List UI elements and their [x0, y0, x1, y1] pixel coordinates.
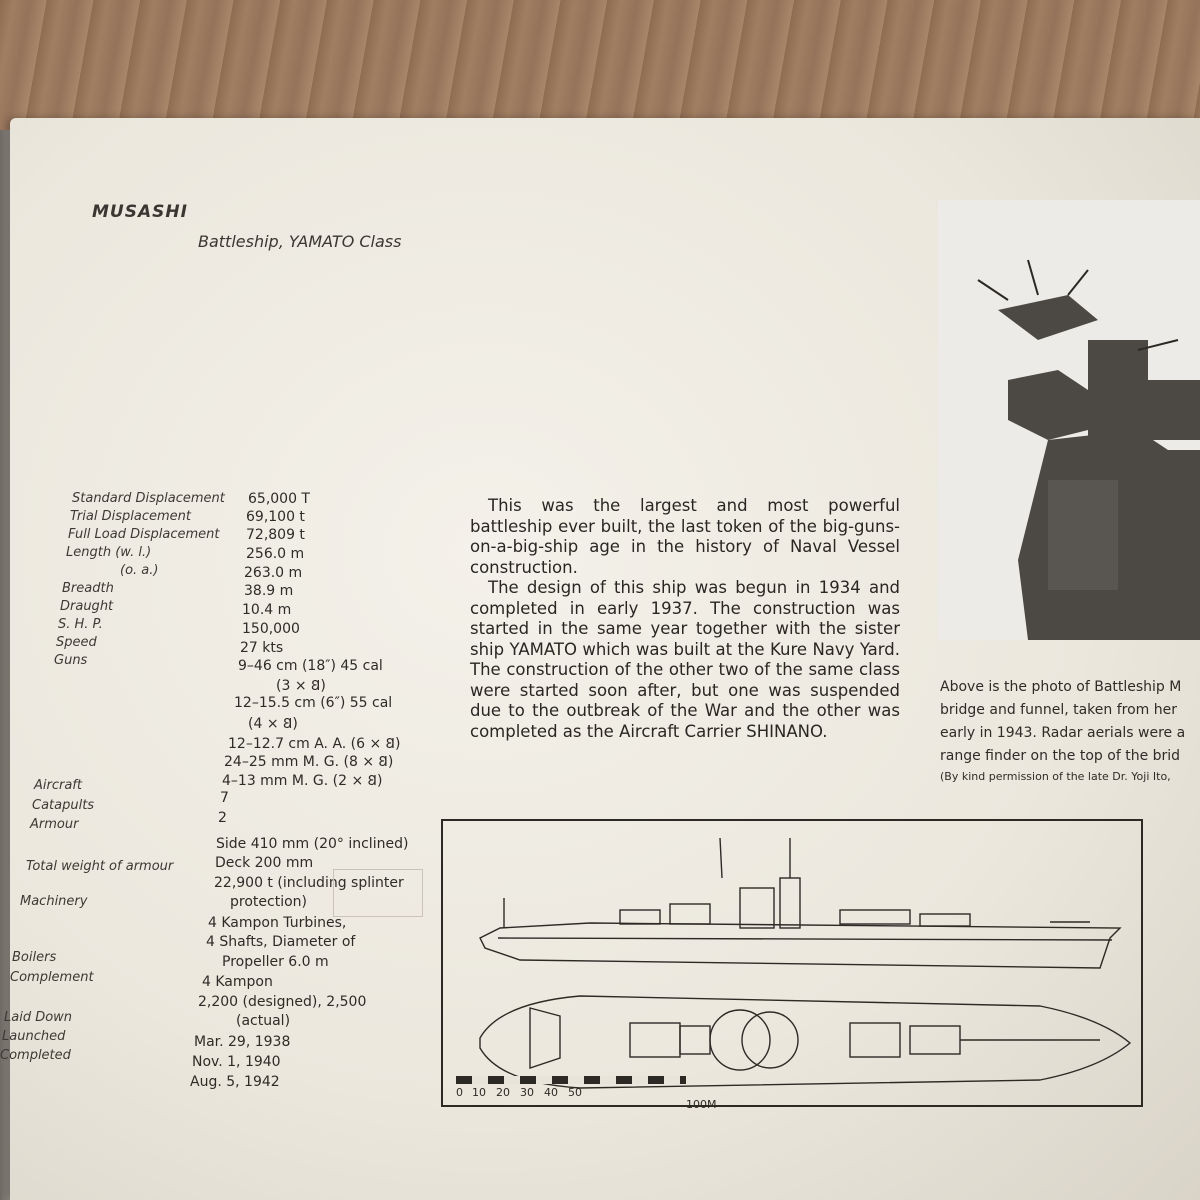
spec-value: 263.0 m — [244, 565, 303, 581]
side-elevation — [480, 838, 1120, 968]
spec-value: 2 — [218, 810, 227, 826]
spec-value: 69,100 t — [246, 509, 305, 525]
spec-label: Armour — [30, 817, 79, 832]
description-text — [470, 496, 900, 742]
spec-value: 22,900 t (including splinter — [214, 875, 404, 891]
spec-label: (o. a.) — [120, 563, 159, 578]
description-paragraph: The design of this ship was begun in 1934 and completed in early 1937. The construction was started in the same year together with the sister ship YAMATO which was built at the Kure Navy Yard. The construction of the other two of the same class were started soon after, but one was suspended due to the outbreak of the War and the other was completed as the Aircraft Carrier SHINANO. — [470, 578, 900, 741]
guns-detail: 4–13 mm M. G. (2 × 𐐒) — [222, 773, 383, 789]
spec-value: 9–46 cm (18″) 45 cal — [238, 658, 383, 674]
spec-label: Total weight of armour — [26, 859, 174, 874]
photo-illustration — [938, 200, 1200, 640]
guns-detail: 12–15.5 cm (6″) 55 cal — [234, 695, 393, 711]
description-paragraph: This was the largest and most powerful battleship ever built, the last token of the big-guns-on-a-big-ship age in the history of Naval Vessel construction. — [470, 496, 900, 577]
spec-label: S. H. P. — [58, 617, 103, 632]
spec-label: Completed — [0, 1048, 71, 1063]
spec-value: 150,000 — [242, 621, 300, 637]
photo-credit: (By kind permission of the late Dr. Yoji Ito, — [940, 770, 1171, 783]
scale-end-label: 100M — [686, 1098, 717, 1111]
spec-label: Machinery — [20, 894, 88, 909]
guns-detail: (4 × 𐐒) — [248, 716, 298, 732]
ship-class-subtitle: Battleship, YAMATO Class — [198, 232, 402, 251]
spec-value: Aug. 5, 1942 — [190, 1074, 280, 1090]
battleship-bridge-photo — [938, 200, 1200, 640]
scale-bar — [456, 1076, 756, 1112]
guns-detail: 12–12.7 cm A. A. (6 × 𐐒) — [228, 736, 401, 752]
spec-value: (actual) — [236, 1013, 291, 1029]
spec-value: 72,809 t — [246, 527, 305, 543]
spec-value: Deck 200 mm — [215, 855, 314, 871]
guns-detail: (3 × 𐐒) — [276, 678, 326, 694]
plan-view — [480, 996, 1130, 1088]
spec-label: Breadth — [62, 581, 114, 596]
spec-label: Laid Down — [4, 1010, 73, 1025]
scale-tick: 40 — [544, 1086, 558, 1099]
spec-value: 7 — [220, 790, 229, 806]
spec-value: 27 kts — [240, 640, 284, 656]
caption-line: early in 1943. Radar aerials were a — [940, 725, 1186, 741]
spec-value: 2,200 (designed), 2,500 — [198, 994, 367, 1010]
spec-label: Guns — [54, 653, 88, 668]
spec-value: 4 Kampon Turbines, — [208, 915, 347, 931]
spec-label: Trial Displacement — [70, 509, 191, 524]
spec-value: 65,000 T — [248, 491, 310, 507]
spec-value: Nov. 1, 1940 — [192, 1054, 281, 1070]
spec-label: Standard Displacement — [72, 491, 225, 506]
spec-label: Boilers — [12, 950, 57, 965]
scale-bar-graphic — [456, 1076, 686, 1084]
spec-value: 38.9 m — [244, 583, 294, 599]
spec-value: protection) — [230, 894, 307, 910]
book-page — [0, 118, 1200, 1200]
highlight-box — [333, 869, 423, 917]
spec-value: Propeller 6.0 m — [222, 954, 329, 970]
scale-tick: 50 — [568, 1086, 582, 1099]
spec-value: Side 410 mm (20° inclined) — [216, 836, 409, 852]
spec-label: Catapults — [32, 798, 95, 813]
scale-tick: 20 — [496, 1086, 510, 1099]
spec-label: Full Load Displacement — [68, 527, 220, 542]
spec-value: 256.0 m — [246, 546, 305, 562]
caption-line: Above is the photo of Battleship M — [940, 679, 1182, 695]
spec-label: Aircraft — [34, 778, 82, 793]
spec-label: Complement — [10, 970, 94, 985]
caption-line: range finder on the top of the brid — [940, 748, 1181, 764]
ship-plan-drawing — [440, 818, 1146, 1110]
spec-value: Mar. 29, 1938 — [194, 1034, 291, 1050]
scale-tick: 0 — [456, 1086, 463, 1099]
drawing-frame — [442, 820, 1142, 1106]
scale-tick: 30 — [520, 1086, 534, 1099]
ship-plan-svg — [440, 818, 1146, 1110]
guns-detail: 24–25 mm M. G. (8 × 𐐒) — [224, 754, 394, 770]
photo-caption — [940, 676, 1200, 768]
spec-value: 4 Shafts, Diameter of — [206, 934, 356, 950]
caption-line: bridge and funnel, taken from her — [940, 702, 1177, 718]
spec-label: Launched — [2, 1029, 66, 1044]
scale-tick: 10 — [472, 1086, 486, 1099]
spec-label: Length (w. l.) — [66, 545, 152, 560]
spec-label: Draught — [60, 599, 114, 614]
spec-value: 4 Kampon — [202, 974, 273, 990]
ship-name-title: MUSASHI — [92, 202, 188, 222]
spec-value: 10.4 m — [242, 602, 292, 618]
spec-label: Speed — [56, 635, 97, 650]
